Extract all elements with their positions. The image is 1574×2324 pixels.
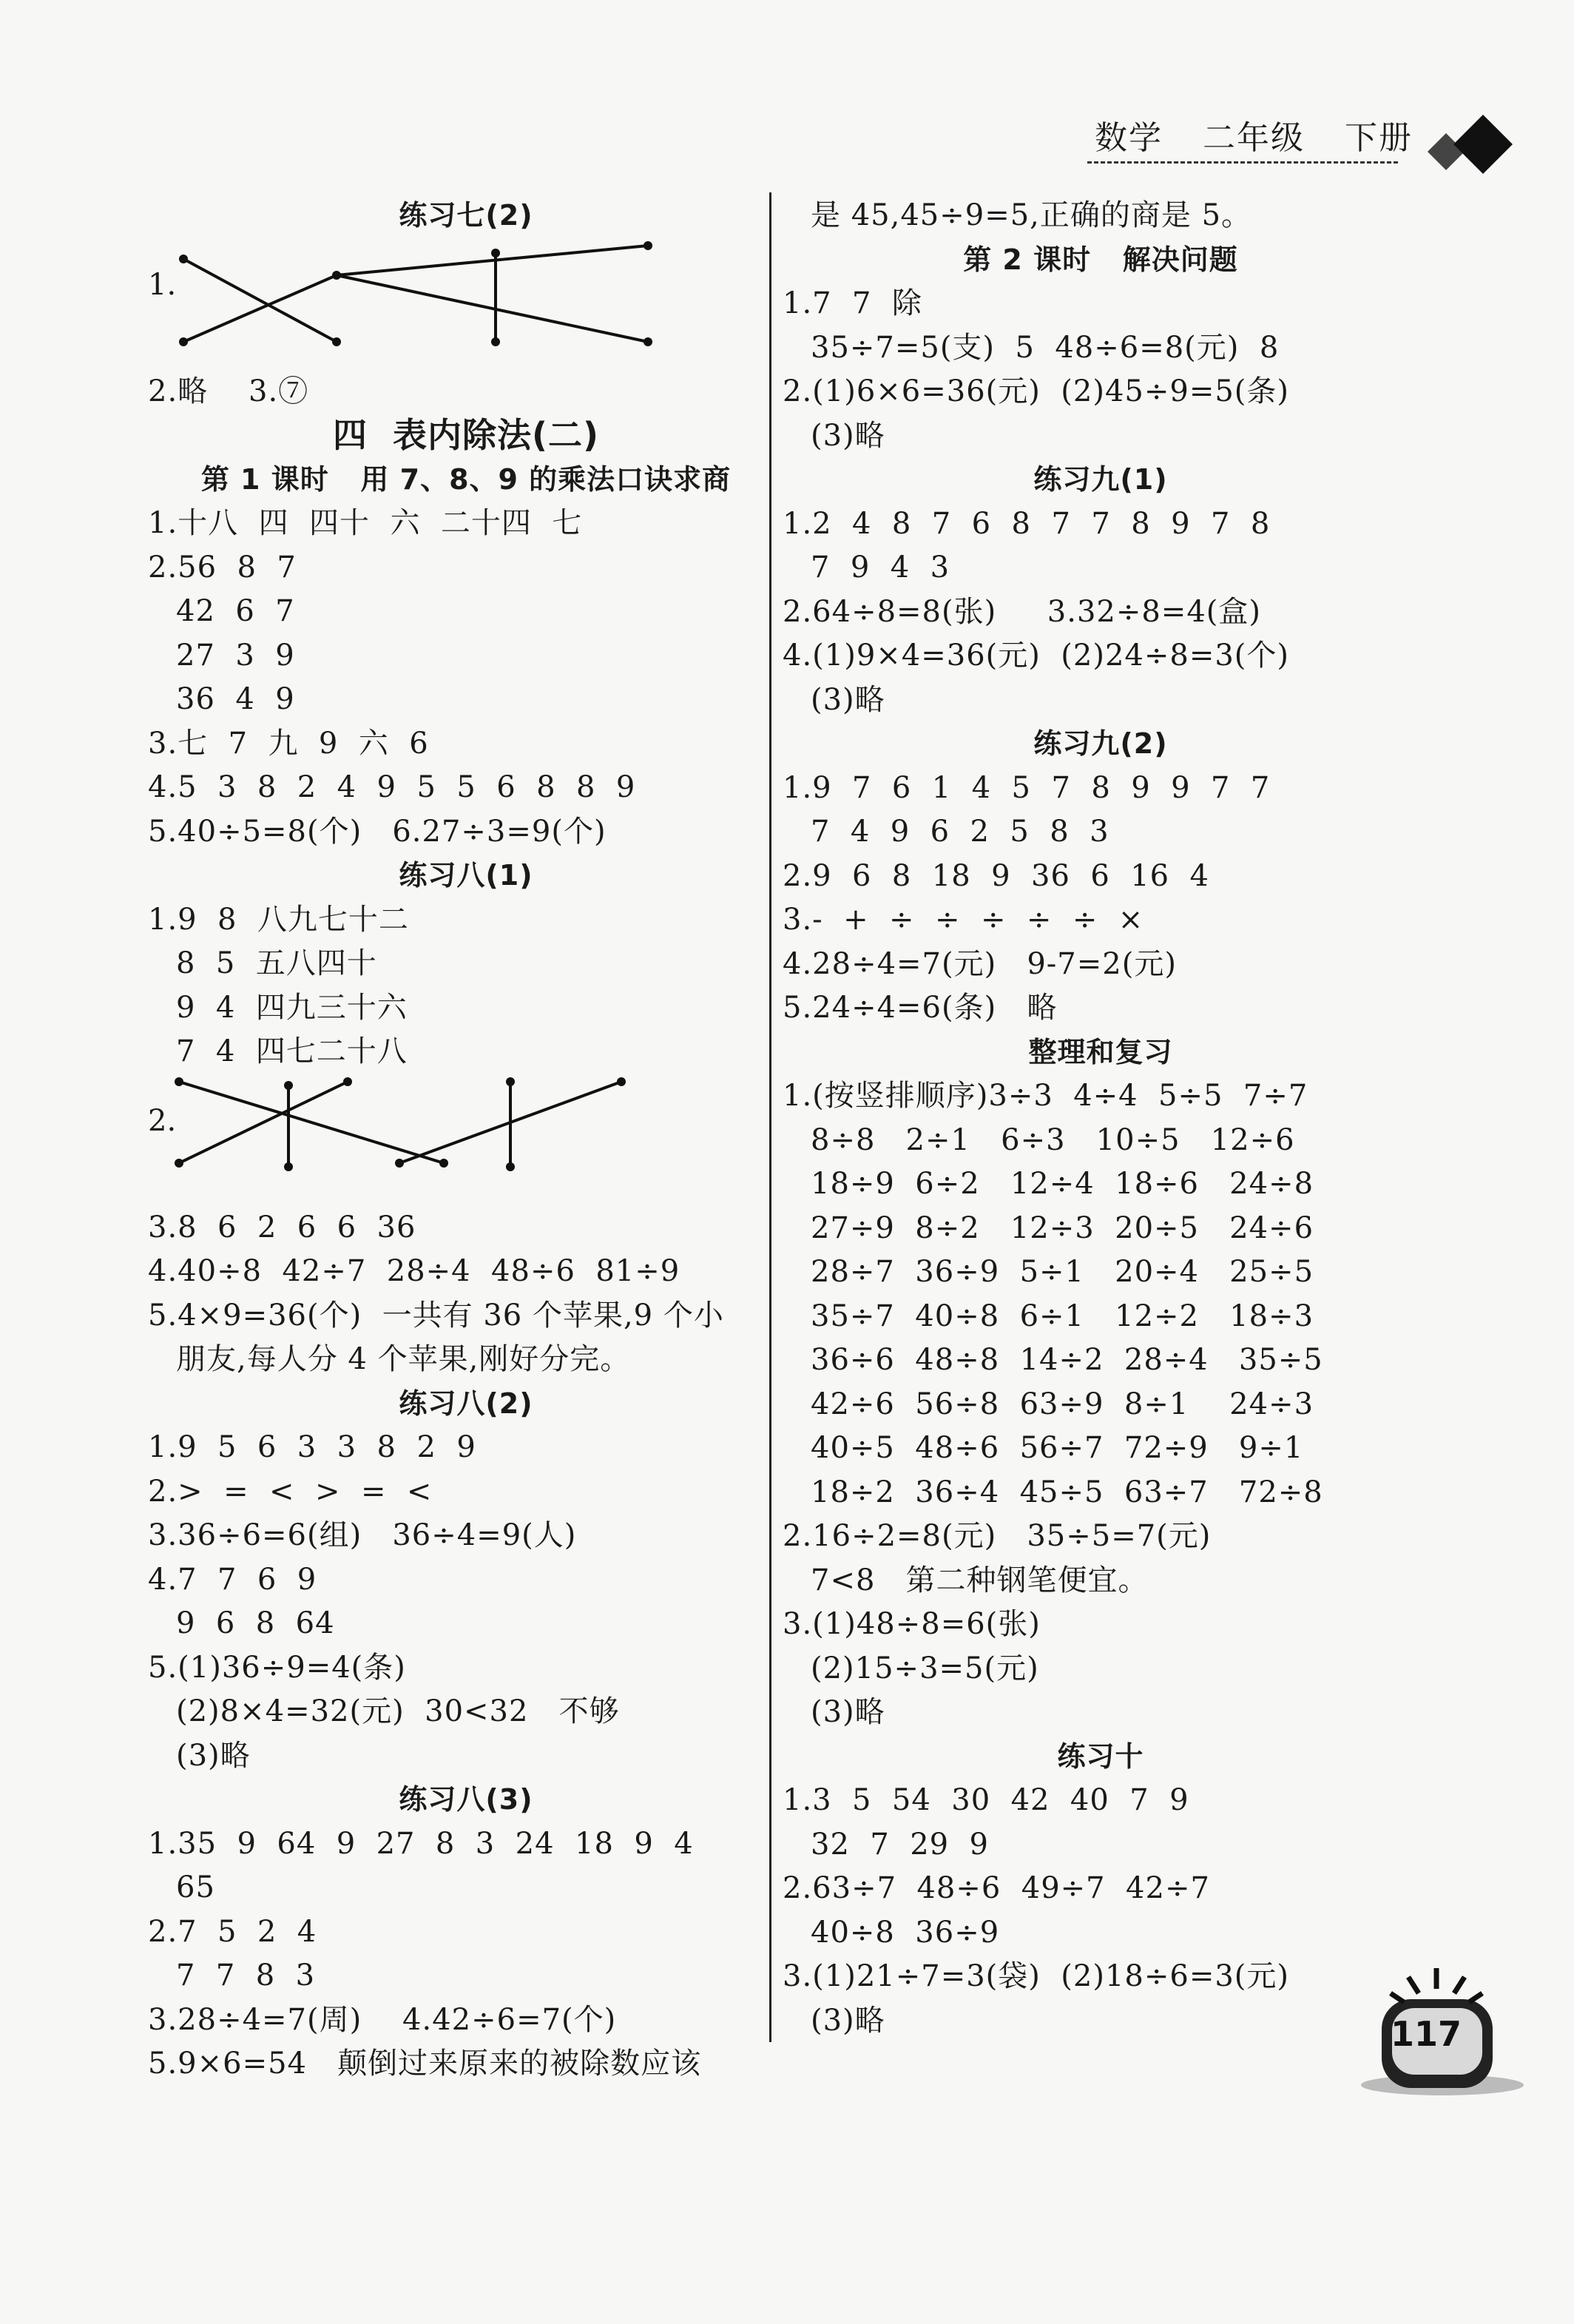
answer-line: 28÷7 36÷9 5÷1 20÷4 25÷5 [811, 1255, 1314, 1289]
answer-line: 42÷6 56÷8 63÷9 8÷1 24÷3 [811, 1387, 1314, 1421]
answer-line: 36÷6 48÷8 14÷2 28÷4 35÷5 [811, 1343, 1323, 1377]
match-dot [332, 271, 341, 280]
answer-line: 1.2 4 8 7 6 8 7 7 8 9 7 8 [783, 506, 1271, 541]
match-line [337, 246, 648, 275]
match-dot [175, 1159, 183, 1168]
header-underline [1087, 161, 1398, 164]
answer-line: 2.56 8 7 [148, 550, 297, 585]
right-column [783, 194, 1419, 2043]
answer-line: 2.略 3.⑦ [148, 374, 309, 408]
match-line [179, 1082, 444, 1163]
match-dot [617, 1077, 626, 1086]
answer-line: (3)略 [811, 418, 885, 453]
answer-line: 1.十八 四 四十 六 二十四 七 [148, 506, 583, 540]
answer-line: 1.3 5 54 30 42 40 7 9 [783, 1783, 1189, 1817]
match-line [337, 275, 648, 342]
answer-line: 40÷8 36÷9 [811, 1915, 1000, 1950]
answer-line: 42 6 7 [176, 594, 295, 628]
header-volume: 下册 [1345, 119, 1413, 157]
answer-line: 65 [176, 1870, 215, 1904]
answer-line: 27÷9 8÷2 12÷3 20÷5 24÷6 [811, 1210, 1314, 1245]
answer-line: 7 7 8 3 [176, 1958, 316, 1993]
section-heading: 整理和复习 [1028, 1035, 1173, 1068]
answer-line: (2)8×4=32(元) 30<32 不够 [176, 1694, 620, 1728]
answer-line: 2.63÷7 48÷6 49÷7 42÷7 [783, 1871, 1210, 1905]
answer-line: 2.9 6 8 18 9 36 6 16 4 [783, 858, 1209, 893]
answer-line: 27 3 9 [176, 638, 295, 673]
answer-line: 7 4 四七二十八 [176, 1034, 408, 1068]
match-dot [491, 337, 500, 346]
answer-line: 35÷7=5(支) 5 48÷6=8(元) 8 [811, 330, 1280, 365]
answer-line: 9 6 8 64 [176, 1606, 335, 1640]
answer-line: 1.35 9 64 9 27 8 3 24 18 9 4 [148, 1826, 694, 1861]
match-dot [179, 337, 188, 346]
header-grade: 二年级 [1203, 119, 1305, 157]
answer-line: 1.9 5 6 3 3 8 2 9 [148, 1430, 476, 1464]
answer-line: (3)略 [811, 2003, 885, 2038]
answer-line: 35÷7 40÷8 6÷1 12÷2 18÷3 [811, 1299, 1314, 1333]
answer-line: 1.9 7 6 1 4 5 7 8 9 9 7 7 [783, 770, 1271, 805]
section-heading: 练习九(2) [1033, 727, 1168, 760]
page-header [1095, 111, 1441, 158]
section-heading: 练习八(1) [399, 859, 533, 892]
connecting-lines [148, 238, 710, 370]
match-dot [332, 337, 341, 346]
answer-line: 9 4 四九三十六 [176, 990, 408, 1025]
section-heading: 练习九(1) [1033, 463, 1168, 496]
answer-line: 36 4 9 [176, 682, 295, 716]
answer-line: 32 7 29 9 [811, 1827, 989, 1862]
match-dot [343, 1077, 352, 1086]
answer-line: 是 45,45÷9=5,正确的商是 5。 [811, 198, 1252, 232]
match-dot [506, 1162, 515, 1171]
answer-line: 5.4×9=36(个) 一共有 36 个苹果,9 个小 [148, 1298, 724, 1333]
match-dot [179, 255, 188, 263]
answer-line: 2.64÷8=8(张) 3.32÷8=4(盒) [783, 594, 1261, 629]
match-dot [506, 1077, 515, 1086]
answer-line: 朋友,每人分 4 个苹果,刚好分完。 [176, 1342, 631, 1376]
answer-line: 5.9×6=54 颠倒过来原来的被除数应该 [148, 2047, 702, 2081]
answer-line: 5.24÷4=6(条) 略 [783, 991, 1058, 1025]
match-line [179, 1082, 348, 1163]
matching-figure-1 [148, 238, 784, 370]
answer-line: 7<8 第二种钢笔便宜。 [811, 1563, 1149, 1597]
match-dot [284, 1081, 293, 1090]
answer-line: 3.28÷4=7(周) 4.42÷6=7(个) [148, 2002, 617, 2037]
match-dot [439, 1159, 448, 1168]
section-heading: 四 表内除法(二) [332, 415, 600, 455]
answer-line: 4.28÷4=7(元) 9-7=2(元) [783, 946, 1177, 981]
answer-line: 1.(按竖排顺序)3÷3 4÷4 5÷5 7÷7 [783, 1079, 1308, 1113]
answer-line: 4.40÷8 42÷7 28÷4 48÷6 81÷9 [148, 1254, 680, 1288]
answer-line: 3.七 7 九 9 六 6 [148, 726, 429, 761]
answer-line: 4.5 3 8 2 4 9 5 5 6 8 8 9 [148, 770, 636, 804]
section-heading: 第 1 课时 用 7、8、9 的乘法口诀求商 [200, 462, 732, 496]
match-dot [175, 1077, 183, 1086]
answer-line: 8÷8 2÷1 6÷3 10÷5 12÷6 [811, 1122, 1295, 1157]
answer-line: 3.- + ÷ ÷ ÷ ÷ ÷ × [783, 903, 1144, 937]
answer-line: 3.(1)48÷8=6(张) [783, 1607, 1041, 1641]
answer-line: (3)略 [811, 1695, 885, 1729]
answer-line: 2.16÷2=8(元) 35÷5=7(元) [783, 1519, 1212, 1553]
answer-line: 7 4 9 6 2 5 8 3 [811, 815, 1109, 849]
answer-line: 1.7 7 除 [783, 286, 922, 320]
section-heading: 练习七(2) [399, 199, 533, 232]
match-dot [644, 241, 652, 250]
section-heading: 练习八(3) [399, 1783, 533, 1816]
connecting-lines [148, 1074, 710, 1206]
match-line [183, 259, 337, 342]
answer-line: (2)15÷3=5(元) [811, 1651, 1039, 1685]
question-number: 1. [148, 267, 177, 302]
page-number: 117 [1390, 2014, 1462, 2054]
answer-line: 3.8 6 2 6 6 36 [148, 1210, 416, 1244]
answer-line: 1.9 8 八九七十二 [148, 902, 409, 937]
answer-line: 8 5 五八四十 [176, 946, 377, 980]
answer-line: 3.36÷6=6(组) 36÷4=9(人) [148, 1518, 577, 1552]
match-dot [395, 1159, 404, 1168]
match-dot [644, 337, 652, 346]
answer-line: 5.(1)36÷9=4(条) [148, 1650, 406, 1685]
answer-line: 4.7 7 6 9 [148, 1562, 317, 1597]
match-dot [491, 249, 500, 257]
answer-line: 3.(1)21÷7=3(袋) (2)18÷6=3(元) [783, 1959, 1289, 1993]
match-dot [284, 1162, 293, 1171]
question-number: 2. [148, 1103, 177, 1138]
answer-line: 2.> = < > = < [148, 1474, 433, 1509]
answer-line: (3)略 [811, 682, 885, 717]
answer-line: 40÷5 48÷6 56÷7 72÷9 9÷1 [811, 1431, 1304, 1465]
answer-line: 2.(1)6×6=36(元) (2)45÷9=5(条) [783, 374, 1289, 408]
section-heading: 第 2 课时 解决问题 [963, 243, 1238, 276]
answer-line: 5.40÷5=8(个) 6.27÷3=9(个) [148, 814, 607, 849]
answer-line: 2.7 5 2 4 [148, 1914, 317, 1949]
section-heading: 练习十 [1057, 1739, 1144, 1773]
answer-line: 18÷9 6÷2 12÷4 18÷6 24÷8 [811, 1167, 1314, 1201]
left-column [148, 194, 784, 2086]
match-line [183, 275, 337, 342]
diamond-ornament-icon [1413, 111, 1531, 185]
answer-line: 4.(1)9×4=36(元) (2)24÷8=3(个) [783, 639, 1289, 673]
answer-line: 7 9 4 3 [811, 550, 950, 585]
answer-line: (3)略 [176, 1738, 251, 1773]
matching-figure-2 [148, 1074, 784, 1206]
header-subject: 数学 [1095, 119, 1163, 157]
section-heading: 练习八(2) [399, 1387, 533, 1420]
answer-line: 18÷2 36÷4 45÷5 63÷7 72÷8 [811, 1475, 1323, 1509]
